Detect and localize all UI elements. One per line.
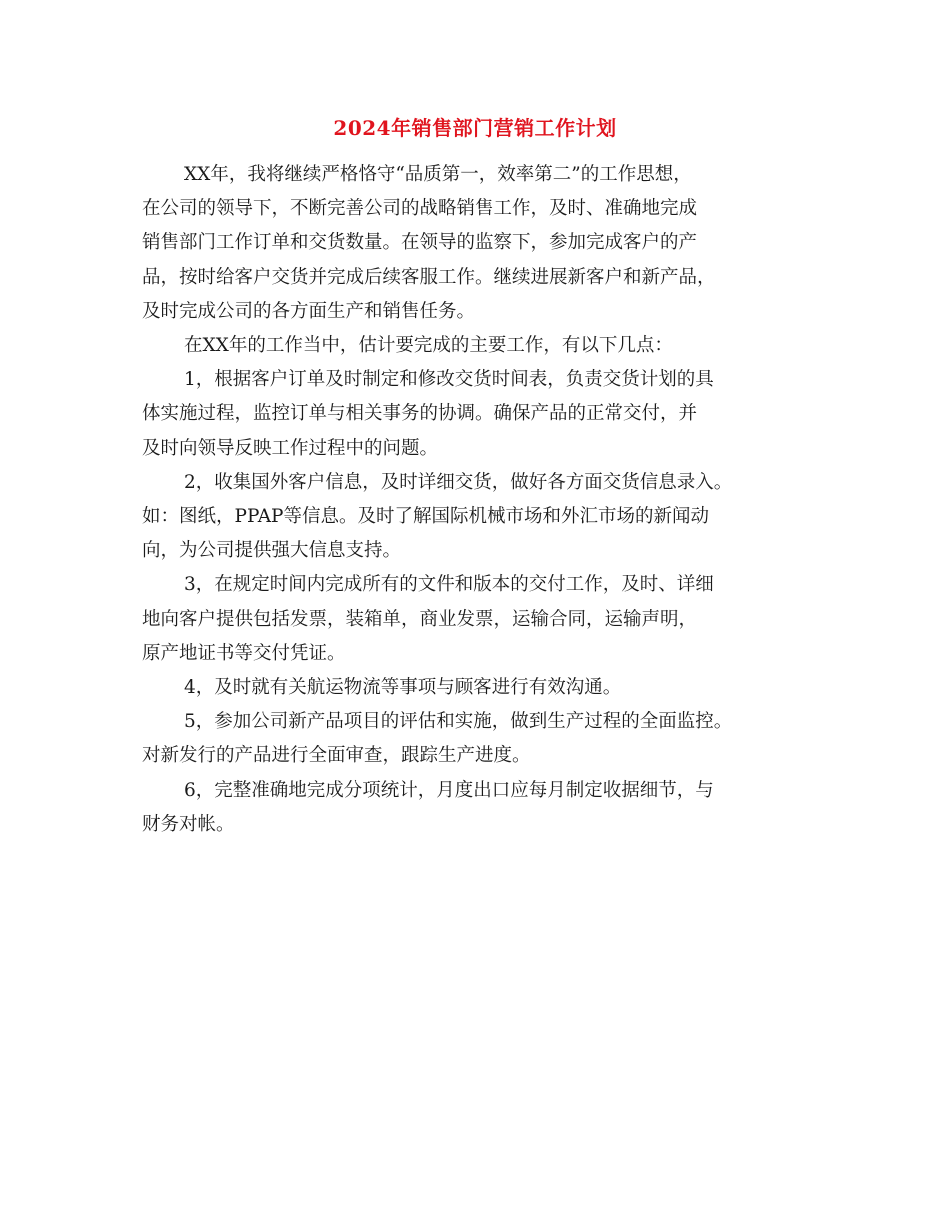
- document-title: 2024年销售部门营销工作计划: [333, 116, 617, 140]
- paragraph-line: 及时向领导反映工作过程中的问题。: [142, 437, 439, 459]
- paragraph-line: 体实施过程，监控订单与相关事务的协调。确保产品的正常交付，并: [142, 403, 698, 425]
- paragraph-line: 向，为公司提供强大信息支持。: [142, 540, 402, 562]
- paragraph-line: 在XX年的工作当中，估计要完成的主要工作，有以下几点：: [184, 335, 673, 357]
- paragraph-line: 销售部门工作订单和交货数量。在领导的监察下，参加完成客户的产: [142, 232, 698, 254]
- document-body: [142, 158, 832, 842]
- paragraph-line: 及时完成公司的各方面生产和销售任务。: [142, 300, 476, 322]
- paragraph-line: 2，收集国外客户信息，及时详细交货，做好各方面交货信息录入。: [184, 471, 733, 493]
- paragraph-line: 原产地证书等交付凭证。: [142, 642, 346, 664]
- paragraph-line: 3，在规定时间内完成所有的文件和版本的交付工作，及时、详细: [184, 574, 714, 596]
- paragraph-line: 财务对帐。: [142, 813, 235, 835]
- paragraph-line: 如：图纸，PPAP等信息。及时了解国际机械市场和外汇市场的新闻动: [142, 506, 710, 528]
- paragraph-line: XX年，我将继续严格恪守“品质第一，效率第二”的工作思想，: [184, 164, 692, 185]
- paragraph-line: 4，及时就有关航运物流等事项与顾客进行有效沟通。: [184, 677, 622, 699]
- paragraph-line: 地向客户提供包括发票，装箱单，商业发票，运输合同，运输声明，: [142, 608, 698, 630]
- paragraph-line: 品，按时给客户交货并完成后续客服工作。继续进展新客户和新产品，: [142, 266, 716, 288]
- paragraph-line: 对新发行的产品进行全面审查，跟踪生产进度。: [142, 745, 531, 767]
- paragraph-line: 1，根据客户订单及时制定和修改交货时间表，负责交货计划的具: [184, 369, 714, 391]
- paragraph-line: 6，完整准确地完成分项统计，月度出口应每月制定收据细节，与: [184, 779, 714, 801]
- paragraph-line: 在公司的领导下，不断完善公司的战略销售工作，及时、准确地完成: [142, 198, 698, 220]
- paragraph-line: 5，参加公司新产品项目的评估和实施，做到生产过程的全面监控。: [184, 711, 733, 733]
